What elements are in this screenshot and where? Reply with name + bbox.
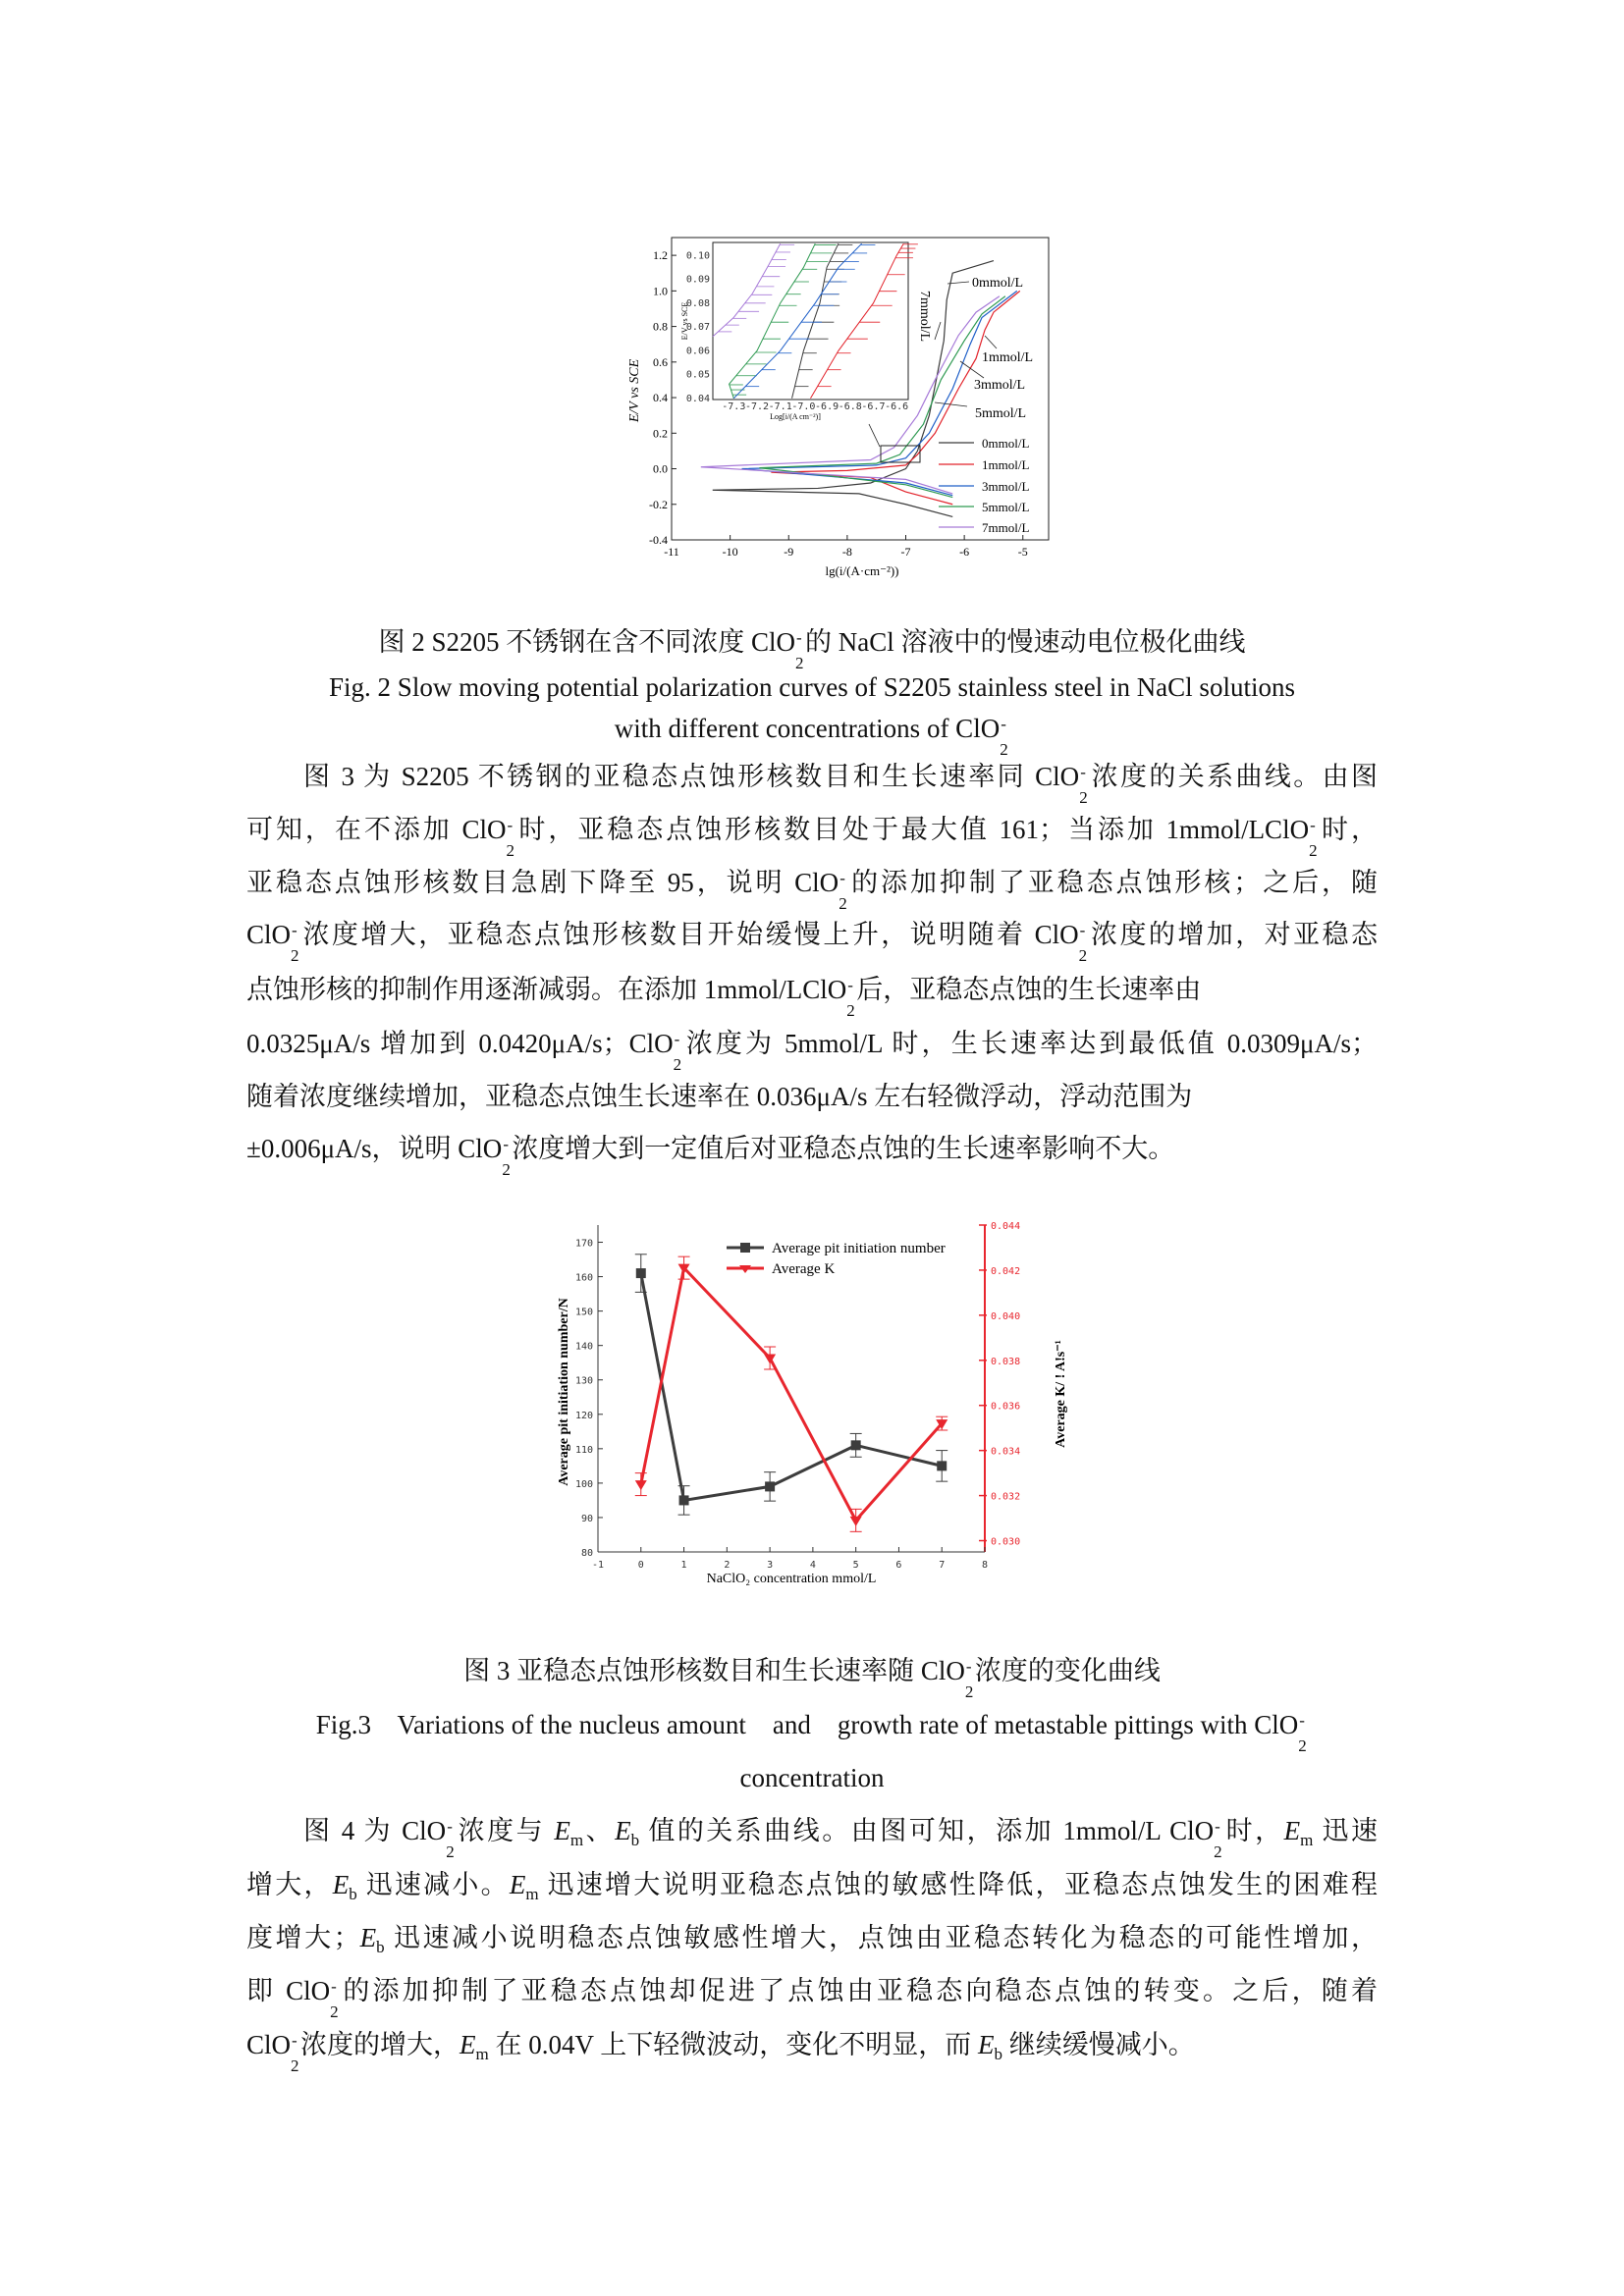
x-tick-label: -10 [722, 545, 738, 559]
inset-x-tick-label: -6.7 [861, 401, 886, 412]
subscript: m [1300, 1831, 1314, 1849]
y-tick-label: -0.2 [649, 497, 668, 511]
sub-superscript: 2 - [839, 869, 847, 913]
paragraph-line [246, 1026, 1378, 1074]
y-left-tick-label: 90 [580, 1513, 593, 1524]
data-point-square [679, 1495, 689, 1505]
sub-superscript: 2 - [446, 1817, 455, 1861]
x-tick-label: -9 [784, 545, 794, 559]
italic-symbol: E [978, 2030, 995, 2059]
subscript: b [630, 1831, 640, 1849]
x-tick-label: 6 [895, 1560, 902, 1571]
x-tick-label: 0 [637, 1560, 644, 1571]
annotation-label: 5mmol/L [975, 406, 1027, 421]
x-tick-label: 1 [680, 1560, 687, 1571]
inset-y-tick-label: 0.05 [685, 369, 710, 381]
y-left-tick-label: 100 [574, 1478, 593, 1490]
x-axis-label: lg(i/(A·cm⁻²)) [825, 563, 899, 578]
inset-y-tick-label: 0.10 [685, 250, 710, 262]
paragraph-line [246, 865, 1378, 913]
text-run: 时，亚稳态点蚀形核数目处于最大值 161；当添加 1mmol/LClO [515, 815, 1310, 844]
text-run: 浓度增大，亚稳态点蚀形核数目开始缓慢上升，说明随着 ClO [300, 920, 1079, 949]
data-point-square [851, 1440, 861, 1450]
x-tick-label: 7 [939, 1560, 946, 1571]
y-left-tick-label: 160 [574, 1272, 593, 1284]
text-run: 迅速增大说明亚稳态点蚀的敏感性降低，亚稳态点蚀发生的困难程 [538, 1870, 1379, 1899]
text-run: 增大， [246, 1870, 333, 1899]
x-tick-label: 8 [981, 1560, 989, 1571]
text-run: 浓度增大到一定值后对亚稳态点蚀的生长速率影响不大。 [512, 1134, 1175, 1163]
inset-y-tick-label: 0.04 [685, 393, 710, 404]
figure-2-caption-en [246, 711, 1378, 759]
inset-x-tick-label: -7.1 [768, 401, 792, 412]
legend-marker [740, 1243, 750, 1253]
x-tick-label: 3 [767, 1560, 774, 1571]
text-run: 点蚀形核的抑制作用逐渐减弱。在添加 1mmol/LClO [246, 975, 847, 1004]
sub-superscript: 2 - [1298, 1711, 1307, 1755]
sub-superscript: 2 - [506, 816, 514, 860]
text-run: ±0.006μA/s，说明 ClO [246, 1134, 503, 1163]
text-run: 的 NaCl 溶液中的慢速动电位极化曲线 [805, 627, 1246, 657]
figure-2-polarization-chart [627, 238, 1049, 578]
y-left-tick-label: 170 [574, 1238, 593, 1250]
subscript: m [525, 1885, 539, 1903]
text-run: 迅速减小。 [356, 1870, 510, 1899]
text-run: 亚稳态点蚀形核数目急剧下降至 95，说明 ClO [246, 868, 839, 897]
y-right-tick-label: 0.034 [991, 1446, 1021, 1458]
y-tick-label: 0.4 [653, 391, 668, 405]
legend-label: 5mmol/L [982, 500, 1030, 514]
y-left-tick-label: 110 [574, 1444, 593, 1456]
data-point-square [937, 1461, 947, 1470]
annotation-label: 3mmol/L [974, 378, 1026, 393]
y-right-tick-label: 0.032 [991, 1491, 1021, 1503]
data-point-triangle [635, 1480, 647, 1490]
text-run: ClO [246, 920, 292, 949]
sub-superscript: 2 - [291, 2031, 299, 2075]
x-tick-label: -5 [1017, 545, 1028, 559]
annotation-arrow [985, 336, 997, 348]
sub-superscript: 2 - [1000, 715, 1008, 759]
inset-x-tick-label: -6.6 [885, 401, 909, 412]
paragraph-line [246, 1131, 1378, 1179]
text-run: 时， [1319, 815, 1379, 844]
text-run: 浓度的变化曲线 [974, 1656, 1161, 1685]
annotation-label: 1mmol/L [982, 350, 1034, 365]
paragraph-line [246, 1813, 1379, 1861]
annotation-label: 0mmol/L [972, 276, 1024, 291]
x-tick-label: -7 [900, 545, 911, 559]
series-line-pit-number [641, 1273, 942, 1500]
sub-superscript: 2 - [1214, 1817, 1222, 1861]
figure-3-caption-en [246, 1760, 1378, 1795]
y-tick-label: 1.2 [653, 248, 668, 263]
sub-superscript: 2 - [1079, 763, 1088, 807]
text-run: 0.0325μA/s 增加到 0.0420μA/s；ClO [246, 1029, 674, 1058]
text-run: 随着浓度继续增加，亚稳态点蚀生长速率在 0.036μA/s 左右轻微浮动，浮动范围为 [246, 1082, 1193, 1111]
legend-label: 1mmol/L [982, 457, 1030, 472]
x-tick-label: 5 [852, 1560, 859, 1571]
text-run: 值的关系曲线。由图可知，添加 1mmol/L ClO [639, 1816, 1215, 1845]
subscript: m [569, 1831, 584, 1849]
y-left-tick-label: 140 [574, 1341, 593, 1353]
italic-symbol: E [1283, 1816, 1301, 1845]
y-right-tick-label: 0.040 [991, 1310, 1021, 1322]
figure-3-pit-initiation-chart [557, 1221, 1068, 1586]
annotation-label: 7mmol/L [917, 291, 932, 343]
text-run: 度增大； [246, 1923, 360, 1952]
legend-label: Average pit initiation number [772, 1241, 946, 1256]
text-run: Fig.3 Variations of the nucleus amount and growth rate of metastable pittings with ClO [315, 1710, 1299, 1739]
y-right-tick-label: 0.036 [991, 1401, 1021, 1413]
inset-x-tick-label: -6.8 [838, 401, 862, 412]
text-run: 图 2 S2205 不锈钢在含不同浓度 ClO [378, 627, 796, 657]
inset-x-axis-label: Log[i/(A cm⁻²)] [770, 412, 821, 421]
text-run: 图 3 亚稳态点蚀形核数目和生长速率随 ClO [463, 1656, 965, 1685]
sub-superscript: 2 - [673, 1030, 682, 1074]
paragraph-line [246, 812, 1379, 860]
text-run: with different concentrations of ClO [614, 714, 1001, 743]
annotation-arrow [960, 361, 984, 378]
text-run: 迅速 [1313, 1816, 1379, 1845]
legend-label: Average K [772, 1261, 836, 1277]
data-point-square [636, 1268, 646, 1278]
paragraph-line [246, 917, 1378, 965]
y-left-tick-label: 150 [574, 1307, 593, 1318]
paragraph-line [246, 1867, 1378, 1912]
y-axis-label: E/V vs SCE [627, 358, 642, 423]
legend-label: 7mmol/L [982, 520, 1030, 535]
inset-y-tick-label: 0.06 [685, 346, 710, 357]
text-run: 浓度为 5mmol/L 时，生长速率达到最低值 0.0309μA/s； [682, 1029, 1378, 1058]
zoom-arrow [869, 424, 880, 447]
text-run: ClO [246, 2030, 292, 2059]
x-tick-label: -8 [841, 545, 852, 559]
text-run: 浓度的增加，对亚稳态 [1088, 920, 1378, 949]
italic-symbol: E [554, 1816, 570, 1845]
sub-superscript: 2 - [330, 1977, 339, 2021]
inset-y-axis-label: E/V vs SCE [680, 301, 689, 341]
y-right-axis-label: Average K/ ! A!s⁻¹ [1054, 1340, 1068, 1448]
subscript: b [349, 1885, 357, 1903]
text-run: 的添加抑制了亚稳态点蚀形核；之后，随 [848, 868, 1378, 897]
sub-superscript: 2 - [502, 1135, 511, 1179]
x-tick-label: 4 [809, 1560, 816, 1571]
sub-superscript: 2 - [964, 1657, 974, 1701]
legend-label: 0mmol/L [982, 436, 1030, 451]
inset-x-tick-label: -7.3 [722, 401, 746, 412]
y-left-tick-label: 130 [574, 1375, 593, 1387]
figure-3-caption-cn [246, 1653, 1378, 1701]
text-run: concentration [739, 1763, 885, 1792]
y-tick-label: 1.0 [653, 284, 668, 298]
y-left-tick-label: 120 [574, 1410, 593, 1421]
paragraph-line [246, 2027, 1378, 2075]
y-tick-label: 0.2 [653, 426, 668, 441]
inset-x-tick-label: -7.2 [744, 401, 770, 412]
text-run: 图 4 为 ClO [303, 1816, 447, 1845]
y-right-tick-label: 0.038 [991, 1356, 1021, 1367]
figure-2-caption-en [246, 669, 1378, 705]
italic-symbol: E [460, 2030, 476, 2059]
text-run: 可知，在不添加 ClO [246, 815, 507, 844]
y-right-tick-label: 0.030 [991, 1536, 1021, 1548]
italic-symbol: E [332, 1870, 350, 1899]
text-run: 后，亚稳态点蚀的生长速率由 [856, 975, 1202, 1004]
data-point-triangle [764, 1354, 776, 1363]
sub-superscript: 2 - [1309, 816, 1318, 860]
inset-y-tick-label: 0.07 [685, 322, 710, 334]
subscript: b [376, 1938, 385, 1956]
sub-superscript: 2 - [1078, 921, 1088, 965]
italic-symbol: E [359, 1923, 377, 1952]
subscript: b [994, 2045, 1003, 2063]
annotation-arrow [935, 322, 941, 340]
inset-x-tick-label: -6.9 [815, 401, 839, 412]
text-run: Fig. 2 Slow moving potential polarization curves of S2205 stainless steel in NaCl solutions [329, 672, 1295, 702]
italic-symbol: E [509, 1870, 526, 1899]
italic-symbol: E [615, 1816, 631, 1845]
data-point-triangle [850, 1517, 862, 1526]
sub-superscript: 2 - [795, 628, 804, 672]
x-tick-label: -1 [591, 1560, 605, 1571]
y-tick-label: 0.8 [653, 319, 668, 334]
figure-3-caption-en [246, 1707, 1378, 1755]
x-axis-label: NaClO₂ concentration mmol/L [706, 1572, 877, 1586]
text-run: 继续缓慢减小。 [1002, 2030, 1195, 2059]
text-run: 浓度与 [456, 1816, 555, 1845]
inset-y-tick-label: 0.08 [685, 297, 710, 309]
sub-superscript: 2 - [846, 976, 855, 1020]
paragraph-line [246, 972, 1378, 1020]
text-run: 图 3 为 S2205 不锈钢的亚稳态点蚀形核数目和生长速率同 ClO [303, 762, 1080, 791]
paragraph-line [246, 1973, 1378, 2021]
y-tick-label: 0.6 [653, 354, 668, 369]
y-tick-label: -0.4 [649, 533, 668, 547]
y-left-tick-label: 80 [580, 1548, 593, 1559]
text-run: 浓度的增大， [300, 2030, 460, 2059]
x-tick-label: -6 [959, 545, 970, 559]
inset-y-tick-label: 0.09 [685, 274, 710, 286]
text-run: 迅速减小说明稳态点蚀敏感性增大，点蚀由亚稳态转化为稳态的可能性增加， [384, 1923, 1379, 1952]
subscript: m [475, 2045, 489, 2063]
y-right-tick-label: 0.044 [991, 1221, 1021, 1232]
x-tick-label: 2 [724, 1560, 731, 1571]
sub-superscript: 2 - [291, 921, 299, 965]
y-left-axis-label: Average pit initiation number/N [557, 1298, 571, 1486]
paragraph-line [246, 1079, 1378, 1114]
inset-x-tick-label: -7.0 [791, 401, 816, 412]
y-tick-label: 0.0 [653, 461, 668, 476]
paragraph-line [246, 759, 1378, 807]
data-point-square [765, 1481, 775, 1491]
y-right-tick-label: 0.042 [991, 1265, 1021, 1277]
series-line-average-k [641, 1268, 942, 1521]
legend-label: 3mmol/L [982, 479, 1030, 494]
text-run: 的添加抑制了亚稳态点蚀却促进了点蚀由亚稳态向稳态点蚀的转变。之后，随着 [340, 1976, 1378, 2005]
text-run: 即 ClO [246, 1976, 331, 2005]
figure-2-caption-cn [246, 624, 1378, 672]
paragraph-line [246, 1920, 1378, 1965]
text-run: 浓度的关系曲线。由图 [1089, 762, 1378, 791]
text-run: 时， [1223, 1816, 1284, 1845]
x-tick-label: -11 [664, 545, 679, 559]
text-run: 在 0.04V 上下轻微波动，变化不明显，而 [488, 2030, 979, 2059]
text-run: 、 [583, 1816, 616, 1845]
